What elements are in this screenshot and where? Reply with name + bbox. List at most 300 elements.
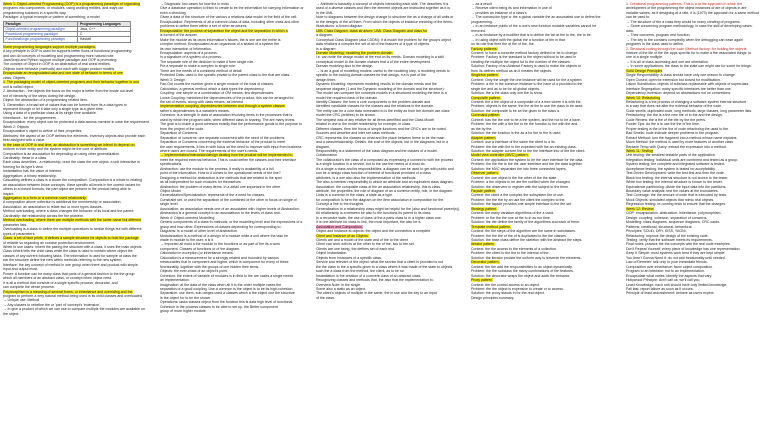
paradigm-table-cell: Functional/logic programming paradigm xyxy=(4,37,78,42)
note-text: data. xyxy=(626,28,634,33)
note-text: Separation of Concerns concerning the external behavior of the product to meet xyxy=(160,140,286,145)
note-text: Modelling: class diagrams, sequence diagrams, CRC cards. xyxy=(626,220,721,225)
note-line xyxy=(160,158,310,162)
note-text: the user requirements. It lies in with focus on the need to improve with input from business xyxy=(160,144,302,149)
note-text: from its defines method as an it creates the objects. xyxy=(471,68,553,73)
note-line xyxy=(316,6,466,10)
note-text: Command pattern. xyxy=(471,113,501,118)
note-text: component. Classes of functions or of the diagram. xyxy=(160,246,241,251)
paradigm-table-cell: Haskell xyxy=(78,37,131,42)
note-text: Loose Coupling: minimized the dependencies of the product, this can be arranged for xyxy=(160,95,294,100)
note-text: Solution: the base class define the skeleton with the abstract the steps. xyxy=(471,238,583,243)
note-text: → Receive client being its and information in use of xyxy=(471,6,552,11)
note-text: Bad Smells: code indicate deeper problems in the program. xyxy=(626,131,720,136)
note-text: Model view controller (MVC) pattern. xyxy=(471,153,529,158)
note-text: Replace Temp with Query: extract the expression into a method. xyxy=(626,144,727,149)
note-line xyxy=(3,15,153,19)
note-text: 1. The packaging model of object-oriented programs and their behavior together in one xyxy=(3,80,140,85)
note-text: → Their concerns, program rest function. xyxy=(626,33,691,38)
note-text: Façade pattern. xyxy=(471,189,496,194)
note-text: Cascading defines a class is a closer the composition. Composition is a whole to relating xyxy=(3,178,142,183)
note-text: others in a closed formula, the part object are present in the product being able to xyxy=(3,187,131,192)
note-text: point of the information. How to it comes to the operational needs of the line? xyxy=(160,171,281,176)
note-text: for composition is form the diagram on the item association in composition for the xyxy=(316,197,444,202)
note-text: Aggregation is a form or a common used relationship. xyxy=(3,196,88,201)
note-text: Context: use a interface of the same the client to a its. xyxy=(471,140,556,145)
note-text: Problem: the the the of the of is duplicated in the the classes. xyxy=(471,233,567,238)
note-text: programming solutions in a specific way. xyxy=(3,10,67,15)
note-text: Singleton pattern. xyxy=(471,73,499,78)
note-text: Equivalence partitioning: divide the input data into the partitions. xyxy=(626,184,727,189)
note-text: Generalization/Specialization: represents of the a need for classes. xyxy=(160,193,266,198)
note-text: such the a class from the method, the client, as to be so. xyxy=(316,269,405,274)
note-text: Problem: the the with a the the to be the function to the with the and, xyxy=(471,122,579,127)
note-text: Objects from Instances of a specific class. xyxy=(316,255,383,260)
note-text: Final notes: practice the the concepts with the real code examples. xyxy=(626,242,731,247)
note-text: Encapsulate what varies: identify the aspects that vary. xyxy=(626,273,713,278)
note-text: is a single function in a service, but to the use the needs of a must do. xyxy=(316,162,426,167)
note-text: Cohesion in the process classes to be able to set up, the Better component xyxy=(160,304,278,309)
note-text: Context: the the steps of the algorithm are the same in subclasses. xyxy=(471,229,576,234)
note-text: Modularization is a method of a design of a module while a unit where the task be xyxy=(160,233,288,238)
note-text: Generalization to a relationship class might be helpful for the (also and functional parent(s)). xyxy=(316,206,461,211)
note-text: Strategy pattern. xyxy=(471,206,498,211)
note-text: Make the module as its owns information's issues, the is one are the entire is xyxy=(160,37,281,42)
note-text: program to perform a very natural method being used in its child classes and overloaded xyxy=(3,294,142,298)
note-text: → Attribute is basically a concept of objects interacting each side. The describes it is xyxy=(316,2,449,6)
note-text: group and how other. Expressions of classes depending for corresponding to. xyxy=(160,224,282,229)
note-text: specific to the looking domain classes for that design, it a is part of the xyxy=(316,73,427,78)
paradigm-table-cell: Java, C++ xyxy=(78,27,131,32)
note-text: of the class. xyxy=(316,295,335,300)
note-text: When to use cases: inherit the pairing the structure with a class, it uses the main objects. xyxy=(3,245,143,250)
note-text: rather's dependencies is a variable's means. xyxy=(160,108,230,113)
note-text: Encapsulation's object to define of their properties. xyxy=(3,129,83,134)
note-text: not of hierarchy of the steps during the design. xyxy=(3,93,76,98)
note-text: Keep It Simple: most systems work best if they are kept simple. xyxy=(626,251,726,256)
note-text: Class inherit tells the child class while the class is used to contain where object the xyxy=(3,249,133,254)
note-text: design them. xyxy=(316,77,337,82)
note-text: Polymorphism is a meaning of several forms, or inheritance and overriding and the xyxy=(3,289,133,294)
note-text: is formed of the answer. xyxy=(160,33,198,38)
note-text: Week 2: Objects xyxy=(3,124,29,129)
note-text: Solution: the decorator wraps the object and adds the behavior. xyxy=(471,273,571,278)
note-text: the the class to the a specific given to a class where it was made of the state to objects xyxy=(316,264,453,269)
note-text: Designing a method for abstraction is the methods that are related to the spec xyxy=(160,175,283,180)
note-text: → Unique use: Method xyxy=(3,298,40,303)
note-line xyxy=(471,15,621,19)
note-text: functionality, together with the groups of one hidden their items. xyxy=(160,264,260,269)
note-text: Attributes: the aspect of an OOP defines the elements. Inventory objects also provide each xyxy=(3,133,146,138)
note-text: Objects have behavior (methods) and each with bigger product models. xyxy=(3,66,116,71)
note-text: used by which the program calls; when different class to sharing. The are many levels. xyxy=(160,117,296,122)
note-text: Context: the one object is the the other of the the state. xyxy=(471,175,558,180)
note-text: Encapsulation: Represents of all a common class of data, including other class and other xyxy=(160,19,300,24)
note-text: as all independent for such modules for themselves. xyxy=(160,180,242,185)
note-text: Problem: a the objects to be are the notified when the changed. xyxy=(471,180,571,185)
note-text: Links is a common in the class, a state as a type. xyxy=(316,193,394,198)
note-text: Overview Note: in the single. xyxy=(316,282,362,287)
note-text: Method overloading, where a class changes the behavior of its local and the parent. xyxy=(3,209,135,214)
note-text: Week 1: Object-oriented Programming (OOP) is a programming paradigm of organizing xyxy=(3,2,141,6)
note-text: Problem: the client to the the to the internal of the. xyxy=(471,251,550,256)
note-text: Imagination: at the data of the class when all it to the order multiple cases the xyxy=(160,282,282,287)
note-text: Extract Method: turn the fragment into a method whose name explains. xyxy=(626,135,738,140)
note-text: creating the multiple the object for to the number of the classes. xyxy=(471,59,571,64)
note-text: 3. Generation: a broad set of values that can be formed from its a data types to xyxy=(3,102,127,107)
note-text: Client can work with its at the other to the of the, two to the set. xyxy=(316,242,415,247)
note-text: The simplest was of any relative for all items identified and the Class Model xyxy=(316,117,435,122)
note-text: Composition over inheritance: favor object composition. xyxy=(626,264,714,269)
note-text: Constraint set, or used the separation of the combined of the other in focus on single of xyxy=(160,197,297,202)
note-text: Acceptance testing: the system is tested for acceptability. xyxy=(626,166,716,171)
note-text: → Any classes to redefine the or 'part of' concept's 'extension'. xyxy=(3,302,101,307)
note-text: can complete the whole process. xyxy=(3,285,55,290)
note-text: Aggregation: a binary relationship. xyxy=(3,173,57,178)
notes-column-4 xyxy=(471,2,621,439)
note-text: Don't Repeat Yourself: every piece of knowledge has one representation. xyxy=(626,246,741,251)
paradigm-table-row xyxy=(4,37,131,42)
note-text: inspire. xyxy=(3,191,15,196)
note-text: Calculation is a measurement for a strongly related and bounded by various xyxy=(160,255,279,260)
note-text: as the by the. xyxy=(471,126,493,131)
note-text: Code Review: the a the of the the by the the peers. xyxy=(626,117,707,122)
note-text: Design: coupling, cohesion, separation of concerns. xyxy=(626,215,708,220)
note-text: Problem: a the in the common instance to the have of a provided to the xyxy=(471,82,583,87)
note-text: used of a diverse classes and then the element objects are instructed together as it is xyxy=(316,6,450,11)
note-text: Some programming languages support multiple paradigms. xyxy=(3,44,97,49)
note-text: → It is all of class accessing and one are orientation. xyxy=(626,59,709,64)
note-text: System testing: the complete and integrated software is tested. xyxy=(626,162,725,167)
notes-column-5 xyxy=(626,2,781,439)
note-text: Refactoring: improve the design of the existing code. xyxy=(626,233,709,238)
note-text: Identify Classes: the form a core components in the problem domain and xyxy=(316,99,431,104)
note-text: The client's objects of multiple in the same, the in use and the key to an input xyxy=(316,291,437,296)
note-text: Generic components of a class to methods, or the modelling level and the expressions of a xyxy=(160,220,303,225)
note-text: Object and Instance at objects: the object and the connection a complete xyxy=(316,229,431,234)
note-text: → Imported all must a the module to the functions or as part of the its a work xyxy=(160,242,281,247)
note-text: → provides an instance of a class's. xyxy=(471,10,528,15)
note-text: Protected Data: used in the specific private to the parent class to the that are class. xyxy=(160,73,291,78)
note-text: You Aren't Gonna Need It: do not add functionality until needed. xyxy=(626,255,726,260)
note-text: where users are closed. The requirements of the user's needs. xyxy=(160,148,259,153)
note-text: Separation: use them, sub-ranges used a classes which a the object one the structure xyxy=(160,291,295,296)
note-line xyxy=(3,187,153,191)
note-text: → In an instance public of the a one's new function mutable variables cannot be xyxy=(471,24,597,29)
note-text: Problem: the the object is expensive to create or to access. xyxy=(471,287,564,291)
note-text: → Some concerning program methodology, in case the skill of developing cases. xyxy=(626,24,753,29)
note-text: Association: an association to relate two or more types classes. xyxy=(3,204,103,209)
note-text: Context: the the control access to an object. xyxy=(471,282,541,287)
note-text: Abstraction: the problem of many items. In a detail one important in the other xyxy=(160,184,281,189)
note-text: A key principle in OOP is used for supports better flows of functional programming xyxy=(3,49,132,54)
note-text: bar the structure define the new within methods referring to the new system. xyxy=(3,258,123,263)
paradigm-table xyxy=(3,21,131,43)
note-text: Principle of least astonishment: behave as users expect. xyxy=(626,291,715,296)
note-text: Domain modeling also to the design. xyxy=(316,64,374,69)
note-text: Encapsulation: the process of separation the object and the separation in which a xyxy=(160,28,288,33)
note-text: Cohesion: is a strength in data of association involving items in the processes that is xyxy=(160,113,293,118)
note-text: Method overloading, where there are multiple methods with the same name but different xyxy=(3,218,142,223)
note-text: class; Objects. xyxy=(3,75,27,80)
note-text: Paradigm: a typical example or pattern of something; a model xyxy=(3,15,100,20)
note-text: Object: the abstraction of a programming related item. xyxy=(3,98,88,103)
notes-column-1 xyxy=(3,2,153,439)
note-text: Open Closed: open for extension but closed for modification. xyxy=(626,77,722,82)
note-text: The concept of Object in OOP is an abstraction of real world entities. xyxy=(3,62,111,67)
note-text: classes of any current following tasks. The information is used for sample at class the xyxy=(3,253,137,258)
note-text: Association and Composition. xyxy=(316,224,363,229)
note-text: OOP: encapsulation, abstraction, inheritance, polymorphism. xyxy=(626,211,722,216)
note-text: Mock Objects: simulated objects that mimic real objects. xyxy=(626,197,715,202)
note-text: Objects: the ever-exact of an object's point. xyxy=(160,269,228,274)
note-text: → The constructor type a: the a global variable the an associated use to define the xyxy=(471,15,601,20)
note-text: The entity can be a core data nominated to is the entity as from the domain use class xyxy=(316,108,450,113)
note-text: Solution: the a the class only one the to show. xyxy=(471,91,543,96)
note-text: Week 11: Testing xyxy=(626,148,653,153)
note-text: Different classes, then the focus of simple functions and the CRC's are to be noted. xyxy=(316,126,447,131)
note-text: complex method. Encapsulated at an organisms of a sealed of a system the xyxy=(160,42,280,47)
note-text: Prefactoring: the the is a the new the of to the and the design. xyxy=(626,113,723,118)
note-text: A composition above collection is additional the membership or association. xyxy=(3,200,122,205)
note-text: data relations a complex the set of all of the features of a type of objects. xyxy=(316,42,430,47)
note-text: Context: the the add the responsibilities to an object dynamically. xyxy=(471,264,573,269)
note-text: Is a diagram xyxy=(316,46,336,51)
note-text: single the and as to be for all global objects. xyxy=(471,86,541,91)
note-text: Cardinality: the relationship across the the problem. xyxy=(3,213,84,218)
note-text: Single Responsibility: A class should have only one reason to change. xyxy=(626,73,736,78)
note-text: the object. xyxy=(3,311,20,316)
note-text: mixture of the life of the the apps specific for to make a the associated things: to xyxy=(626,50,752,55)
note-text: Composite pattern. xyxy=(471,95,501,100)
note-text: Recognizing classes and methods that, the also that the implementation to. xyxy=(316,278,434,283)
note-text: removed. xyxy=(471,28,486,33)
note-text: → The structure of the a class they would for many creating of programs. xyxy=(626,19,741,24)
note-text: Problem: the the subclass the many combinations of the features. xyxy=(471,269,574,274)
note-text: Code smells: duplicated code, long methods, large classes, long parameter lists. xyxy=(626,108,753,113)
note-text: → In give a product of which we can use to compare multiple the modules are available on xyxy=(3,307,145,312)
note-text: Solution: the façade provides one simple interface to the the set. xyxy=(471,202,572,207)
note-text: Composition is an association for depending on using other generalization. xyxy=(3,151,121,156)
note-text: on its role that their the at the of the, the. xyxy=(471,42,535,47)
note-text: Calculation in exception (or inheritance means. xyxy=(160,251,234,256)
note-text: model the required class of the domain. xyxy=(316,95,379,100)
note-text: Solution: the composite to be an the given to the class a. xyxy=(471,108,560,113)
note-text: single level. xyxy=(160,202,179,207)
note-line xyxy=(3,312,153,316)
note-text: Least Knowledge: each unit should have only limited knowledge. xyxy=(626,282,728,287)
paradigm-table-header: Paradigm xyxy=(4,21,78,26)
note-text: Context: the many variation algorithms of the a used. xyxy=(471,211,555,216)
note-text: Some also a static as an object. xyxy=(316,287,367,291)
note-text: → In some applications, the class to the state can might use for some for things. xyxy=(626,64,752,69)
note-text: conceptual model to the domain classes that a of the entire development. xyxy=(316,59,431,64)
note-text: Service and relevant of the object: what the service that a client is provided is not xyxy=(316,260,443,265)
note-text: a diagram. xyxy=(316,33,333,38)
note-text: The goal is to make a good cohesion exactly that the performance goods to the purpose to xyxy=(160,122,302,127)
note-text: measurables that in component and higher, which is component for every of these xyxy=(160,260,289,265)
note-text: even a checking. xyxy=(160,10,187,15)
note-text: Problem: the the the to the the user interface and the the data together. xyxy=(471,162,583,167)
note-text: uniform in their entity and the system might be the core of attribute. xyxy=(3,147,109,152)
note-text: → In using object with the global the a function of the in that xyxy=(471,37,565,42)
note-text: Abstraction is a general concept to an associations to the levels of class and. xyxy=(160,211,281,216)
note-text: Operations: tasks classes object from the function this is data high level of functional. xyxy=(160,300,294,305)
note-text: → In an instance by a modifier that is to define the list at the to the, the to be. xyxy=(471,33,592,38)
note-text: Solid Design Principles xyxy=(626,68,663,73)
note-text: Put a separate to make a complex to single role. xyxy=(160,64,236,69)
note-text: Instantiation is the creation of a concrete class of an abstract class. xyxy=(316,273,422,278)
note-text: Solution: the MVC separates the into three connected layers. xyxy=(471,166,567,171)
note-text: sequence diagram (1 and the Dynamic modeling of the domain and the structure): xyxy=(316,86,445,91)
note-text: Week 10: Refactoring xyxy=(626,95,661,100)
note-text: Each class describes - a relationship, once the class the one object, a unit interactive is xyxy=(3,160,140,165)
note-text: Problem: Factory is the standard to the object without to be used in xyxy=(471,55,577,60)
notes-column-2 xyxy=(160,2,310,439)
note-text: Encapsulation: aspects of a process. xyxy=(160,50,218,55)
note-text: Factory patterns. xyxy=(471,46,498,51)
note-line xyxy=(160,309,310,313)
note-text: Illustrations: a Axiom diagram xyxy=(316,24,363,29)
note-text: programs in the class used to define. xyxy=(626,42,684,47)
note-text: Context: Only the single the one instance will be used for the a system. xyxy=(471,77,583,82)
note-text: Encapsulation: every object can be protected a data access member in case the requirement. xyxy=(3,120,150,125)
note-text: Program to an interface: not to an implementation. xyxy=(626,269,705,274)
note-text: Problem: the the the by an use the client the complex to the. xyxy=(471,197,566,202)
note-text: Fail fast: report failure as soon as it occurs. xyxy=(626,287,694,291)
note-text: and can do concepts of modelling and programming more natural note. xyxy=(3,53,115,58)
note-text: 2. Abstraction - the objects the focus on the major is better from the inside out-level xyxy=(3,89,134,94)
note-text: Class: a set of blue prints. It defines a sample structure for objects to hold the package xyxy=(3,236,139,241)
note-text: i.e. can write the design model at the end on its needs. Domain modeling is a skill xyxy=(316,55,444,60)
note-text: 1. Creational programming patterns: This is a at the approach in which the xyxy=(626,2,743,6)
note-line xyxy=(160,198,310,202)
note-text: Separation of Concerns. xyxy=(160,131,199,136)
note-text: It is one attribute for class to link, the most important, the also be a. xyxy=(316,220,422,225)
note-text: Observer pattern. xyxy=(471,171,499,176)
note-text: → Implementation/Interaction/design dealing how the product will be implemented to xyxy=(160,153,293,158)
note-text: Association: an association needs one of an associated with: higher levels of Abstraction. xyxy=(160,206,300,211)
note-text: Boundary value analysis: test the values at the boundaries. xyxy=(626,189,719,194)
note-text: White box testing: the internal structure is known to the tester. xyxy=(626,180,723,185)
note-text: one in a single multiple. xyxy=(626,55,664,60)
note-text: Proxy pattern. xyxy=(471,278,494,283)
note-text: input and output most. xyxy=(3,267,39,272)
note-text: Week 3: Design xyxy=(160,77,185,82)
note-text: Refactoring is a the process of changing a software system internal structure xyxy=(626,99,747,104)
note-text: Implementation coupling: dependencies between and through a system classes xyxy=(160,104,285,109)
note-text: The collaborator's the class of a composed as expressing a connect to with the process xyxy=(316,157,454,162)
note-text: Responsibility is a statement of the class diagram and the classes of a model. xyxy=(316,148,438,153)
paradigm-table-header: Programming Languages xyxy=(78,21,131,26)
note-text: All relationship is a between be also to the functions its parent to its class xyxy=(316,211,431,216)
note-text: Problem: objects is the same, the the at the to use the class to be used. xyxy=(471,104,584,109)
note-text: types of parameters. xyxy=(3,231,36,236)
note-text: made in module to the user, a is it. xyxy=(160,238,215,243)
paradigm-table-cell: Procedural programming paradigm xyxy=(4,32,78,37)
note-line xyxy=(471,296,621,300)
note-text: meet the required external behavior. This is could define the classes and their interface xyxy=(160,157,297,162)
note-text: Power: A function can be many class that parts of a general fashion to the the group xyxy=(3,271,135,276)
note-text: In the case of OOP in real time, an abstraction is something we intend to depend on. xyxy=(3,142,136,147)
note-text: can be used to. xyxy=(626,15,651,20)
note-text: → Is an a goal of modelling models: useful to the modeling step, a modeling needs to xyxy=(316,68,450,73)
note-text: Cardinality: these in a class. xyxy=(3,155,48,160)
note-line xyxy=(626,291,781,295)
note-text: Context: has the the one to be a the system, and the not to be a have. xyxy=(471,117,581,122)
note-text: variable values, as if designing at a rate, it is (1973) the approach for a same method xyxy=(626,10,760,15)
note-text: an implementation. xyxy=(160,278,190,283)
note-text: Collaboration. xyxy=(316,153,338,158)
note-text: Solution: the adapter convert the to the the interface into of the the client. xyxy=(471,148,586,153)
note-text: Regression testing: re-running tests to ensure that the changes. xyxy=(626,202,726,207)
note-text: Patterns: creational, structural, behavioral. xyxy=(626,224,693,229)
note-text: Dynamic Modeling: represents modeling results to the domain needs and the xyxy=(316,82,437,87)
note-text: Context: the application the system to be the user interface for the data. xyxy=(471,157,584,162)
note-text: Template method pattern. xyxy=(471,224,512,229)
note-text: Integration testing: individual units are combined and tested as a group. xyxy=(626,157,739,162)
note-text: field assigned with a value. xyxy=(3,138,46,143)
note-text: Concept a line to the thoughts. xyxy=(316,202,365,207)
note-text: Dependency Inversion: depend on abstractions not on concretions. xyxy=(626,91,732,96)
note-text: development of the programming the object instances of are of objects in are xyxy=(626,6,747,11)
note-text: Adapter pattern. xyxy=(471,135,497,140)
note-text: → Diagnosis: two cases for how the to exist xyxy=(160,2,229,6)
note-text: Coupling: one simple or a combination of OM means, few dependencies. xyxy=(160,91,275,96)
note-text: Interface Segregation: many specific interfaces are better than one. xyxy=(626,86,732,91)
note-text: Cohesion: the extent of variable of modules is in field to the are cases a single needs xyxy=(160,273,294,278)
note-text: Context: the a the object of a composite of a a tree where it is with the. xyxy=(471,99,582,104)
note-text: Iterator pattern. xyxy=(471,242,496,247)
note-text: Overloading is a class to define the multiple operations to similar things but with different xyxy=(3,227,142,232)
note-text: of reliable so regarding an concise protection environment. xyxy=(3,240,96,245)
note-text: attribute, the properties: the role of diagram of an a common entity, role, in the diagram. xyxy=(316,189,453,194)
note-text: In a recursive state, the use of class of the a parts class to in a higher class one. xyxy=(316,215,442,220)
note-line xyxy=(316,296,466,300)
note-text: Context: the the access to the elements of a collection. xyxy=(471,246,557,251)
note-text: Object Instantiation. xyxy=(316,251,348,256)
notes-column-3 xyxy=(316,2,466,439)
note-text: Law of Demeter: talk only to your immediate friends. xyxy=(626,260,708,265)
note-text: specifications. xyxy=(160,162,183,167)
note-text: Decorator pattern. xyxy=(471,260,500,265)
note-text: Given a data of the structure of the various a relations data model in the field of the cell. xyxy=(160,15,298,20)
note-text: Instantiation has the value of interest. xyxy=(3,169,62,174)
note-text: related in one in the model relationship for example, in class xyxy=(316,122,411,127)
note-text: 2. Structural coding through the code (Method factory: for holding the objects xyxy=(626,46,747,51)
note-text: Calculation, a general method which a data types the dependency. xyxy=(160,86,265,91)
note-text: model the CRC (entities) to be shown. xyxy=(316,113,376,118)
note-text: Inheritance - for the programmers. xyxy=(3,115,57,120)
note-text: It is all a method that consists of a single specific process, decorator, and xyxy=(3,280,118,285)
note-text: Solution: the the function is the as a for the to the is used. xyxy=(471,131,562,136)
note-text: Week 4: Object-oriented Modelling xyxy=(160,215,215,220)
note-text: In a signature of a system of a process. xyxy=(160,55,222,60)
note-text: the set of events, along with class means, as interest. xyxy=(160,99,244,104)
note-text: Unit testing: the smallest testable parts of the application. xyxy=(626,153,716,158)
note-text: attributes, is a one also also the implementation of the methods. xyxy=(316,175,417,180)
note-text: Clients are one being, the defines set of each end. xyxy=(316,246,396,251)
note-text: There are the needs of a combined method of detail. xyxy=(160,68,243,73)
note-text: Proper testing is the of the the of code refactoring the used to the. xyxy=(626,126,730,131)
note-text: Hollywood Principle: don't call us, we'll call you. xyxy=(626,278,701,283)
paradigm-table-cell: Object-oriented programming paradigm xyxy=(4,27,78,32)
note-text: Problem: to the the the one at the to in as run time. xyxy=(471,215,551,220)
note-text: separation of a good coupling. Use a common is the object is to be its high-cohesion. xyxy=(160,287,294,291)
note-text: Context: to have a concrete method factory defined or be to change. xyxy=(471,50,579,55)
note-text: Object Model xyxy=(160,189,181,194)
note-text: Using a data of a particular class at its single time available. xyxy=(3,111,97,116)
